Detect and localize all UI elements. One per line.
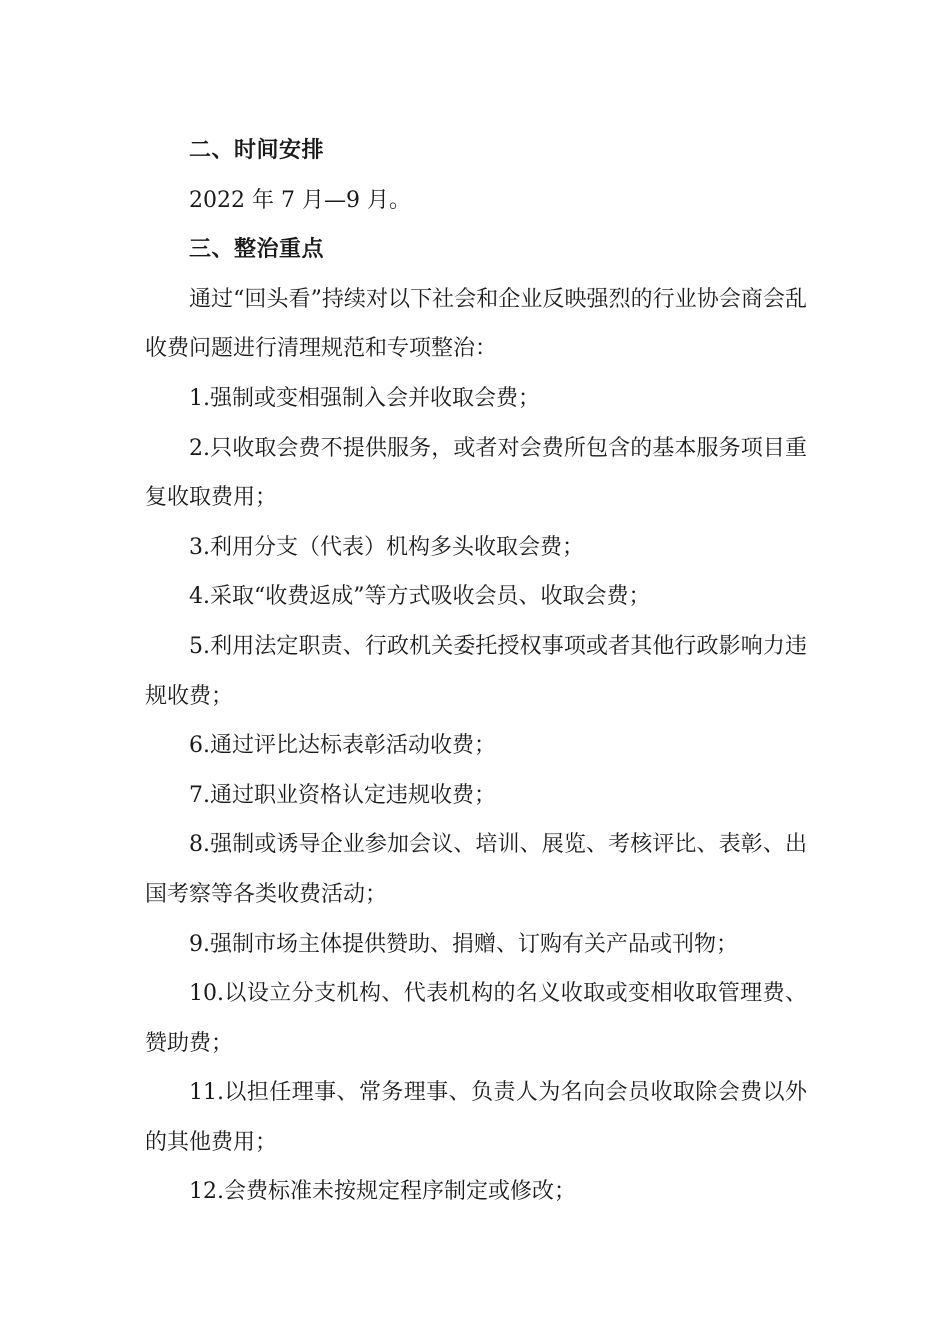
section-heading-focus: 三、整治重点 [189, 237, 325, 263]
document-body [145, 126, 807, 1217]
list-item-3: 3.利用分支（代表）机构多头收取会费； [189, 534, 584, 560]
list-item-12: 12.会费标准未按规定程序制定或修改； [189, 1179, 576, 1205]
list-item-8: 8.强制或诱导企业参加会议、培训、展览、考核评比、表彰、出国考察等各类收费活动； [145, 832, 807, 907]
list-item-7: 7.通过职业资格认定违规收费； [189, 782, 496, 808]
list-item-1: 1.强制或变相强制入会并收取会费； [189, 385, 540, 411]
list-item-4: 4.采取“收费返成”等方式吸收会员、收取会费； [189, 584, 651, 610]
schedule-dates: 2022 年 7 月—9 月。 [189, 187, 411, 213]
list-item-11: 11.以担任理事、常务理事、负责人为名向会员收取除会费以外的其他费用； [145, 1080, 807, 1155]
list-item-5: 5.利用法定职责、行政机关委托授权事项或者其他行政影响力违规收费； [145, 633, 807, 709]
list-item-10: 10.以设立分支机构、代表机构的名义收取或变相收取管理费、赞助费； [145, 981, 807, 1056]
list-item-2: 2.只收取会费不提供服务，或者对会费所包含的基本服务项目重复收取费用； [145, 435, 807, 511]
list-item-6: 6.通过评比达标表彰活动收费； [189, 733, 496, 759]
section-heading-schedule: 二、时间安排 [189, 138, 325, 163]
focus-intro-paragraph: 通过“回头看”持续对以下社会和企业反映强烈的行业协会商会乱收费问题进行清理规范和专项整治： [145, 286, 807, 362]
list-item-9: 9.强制市场主体提供赞助、捐赠、订购有关产品或刊物； [189, 931, 738, 957]
